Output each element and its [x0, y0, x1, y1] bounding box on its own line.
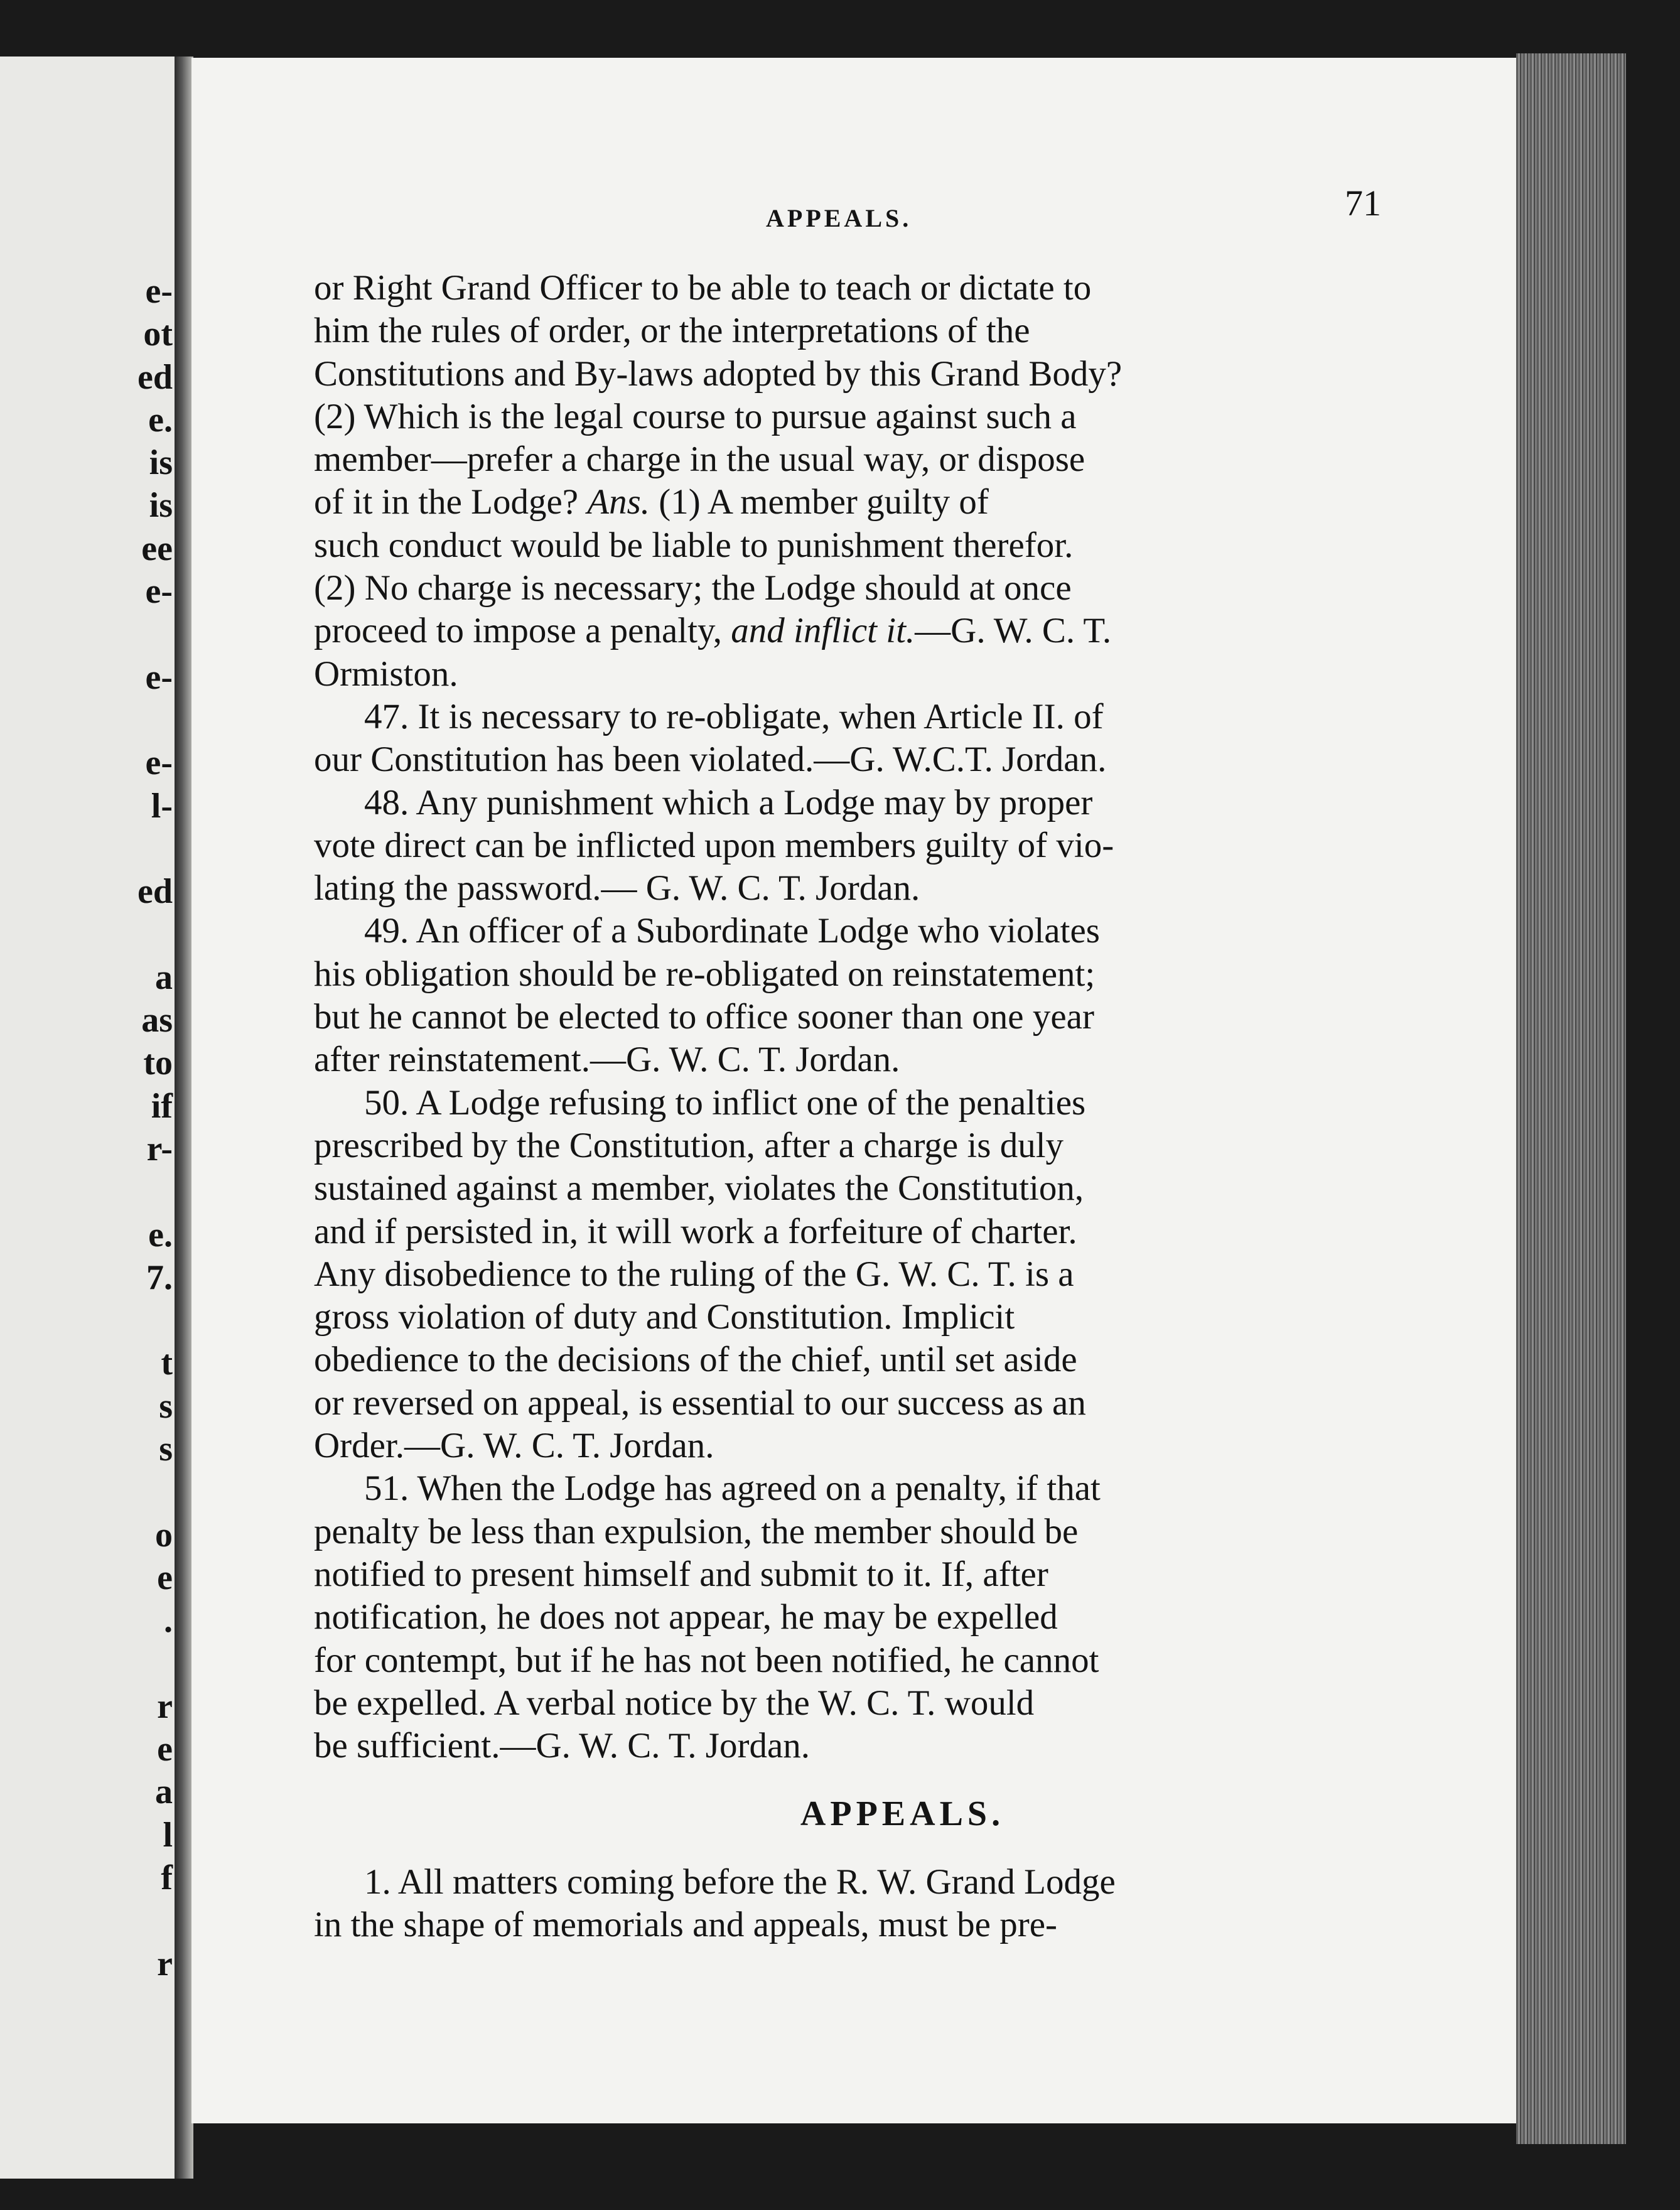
text-line: Order.—G. W. C. T. Jordan.	[314, 1426, 714, 1466]
page-header	[314, 176, 1381, 232]
text-line: obedience to the decisions of the chief, until set aside	[314, 1340, 1077, 1380]
ans-italic: Ans.	[587, 482, 650, 522]
left-page-fragment: s	[159, 1430, 173, 1469]
text-line: or reversed on appeal, is essential to our success as an	[314, 1383, 1086, 1423]
text-line: be sufficient.—G. W. C. T. Jordan.	[314, 1726, 810, 1766]
text-line: after reinstatement.—G. W. C. T. Jordan.	[314, 1040, 900, 1080]
text-line: him the rules of order, or the interpretations of the	[314, 311, 1030, 351]
text-line: notified to present himself and submit to it. If, after	[314, 1554, 1048, 1594]
paragraph-51: 51. When the Lodge has agreed on a penalty, if that	[364, 1469, 1101, 1509]
left-page-fragment: to	[143, 1043, 173, 1083]
left-page-fragment: o	[155, 1515, 173, 1555]
left-page-fragment: ed	[137, 872, 173, 912]
left-page-fragment: is	[149, 443, 173, 483]
left-page-fragment: ot	[143, 315, 173, 354]
left-page-fragment: e-	[145, 272, 173, 311]
attribution: —G. W. C. T.	[915, 611, 1112, 651]
text-line: vote direct can be inflicted upon members guilty of vio-	[314, 825, 1114, 865]
text-line: notification, he does not appear, he may be expelled	[314, 1597, 1058, 1637]
text-line: (2) Which is the legal course to pursue against such a	[314, 396, 1077, 436]
left-page-fragment	[0, 1470, 173, 1513]
text-line: Any disobedience to the ruling of the G. W. C. T. is a	[314, 1254, 1074, 1294]
text-line	[314, 610, 1416, 652]
left-page-fragment: e-	[145, 657, 173, 697]
left-page-fragment: s	[159, 1386, 173, 1426]
left-page-fragment: ed	[137, 357, 173, 397]
paragraph-47: 47. It is necessary to re-obligate, when Article II. of	[364, 696, 1104, 736]
section-heading: APPEALS.	[800, 1794, 1005, 1834]
left-page-fragment: as	[141, 1001, 173, 1040]
text-line: in the shape of memorials and appeals, must be pre-	[314, 1904, 1057, 1944]
left-page-fragment: l-	[151, 786, 173, 826]
page-stack-edge	[1516, 53, 1626, 2144]
left-page-fragment: r-	[146, 1129, 173, 1168]
left-page-fragment: t	[161, 1344, 173, 1383]
left-page-fragment: l	[163, 1815, 173, 1855]
text-line: but he cannot be elected to office sooner than one year	[314, 997, 1094, 1037]
left-page-fragment: .	[164, 1601, 173, 1641]
left-page-fragment: r	[157, 1686, 173, 1726]
text-line: prescribed by the Constitution, after a charge is duly	[314, 1125, 1064, 1165]
text-line: be expelled. A verbal notice by the W. C. T. would	[314, 1683, 1035, 1723]
left-page-fragment	[0, 1299, 173, 1342]
running-head: APPEALS.	[766, 204, 912, 232]
text-line: (2) No charge is necessary; the Lodge should at once	[314, 568, 1072, 608]
left-page-fragment: if	[151, 1086, 173, 1126]
left-page-fragment: f	[161, 1858, 173, 1897]
text-line: or Right Grand Officer to be able to teach or dictate to	[314, 268, 1092, 308]
left-page-fragment: a	[155, 957, 173, 997]
left-page-fragment	[0, 1170, 173, 1213]
paragraph-1: 1. All matters coming before the R. W. Grand Lodge	[364, 1862, 1116, 1902]
paragraph-48: 48. Any punishment which a Lodge may by proper	[364, 782, 1093, 822]
left-page-fragment: ee	[141, 529, 173, 568]
left-page-fragment	[0, 1642, 173, 1685]
text-line: gross violation of duty and Constitution. Implicit	[314, 1297, 1015, 1337]
left-page-fragment	[0, 699, 173, 741]
text-line: sustained against a member, violates the Constitution,	[314, 1168, 1084, 1209]
text-line: of it in the Lodge? Ans. (1) A member guilty of	[314, 482, 989, 522]
left-page-fragment	[0, 1899, 173, 1942]
left-page-text-fragments	[0, 270, 173, 2028]
left-page-fragment: e.	[148, 400, 173, 439]
text-line: penalty be less than expulsion, the member should be	[314, 1511, 1079, 1551]
page-number: 71	[1345, 183, 1381, 224]
left-page-fragment: 7.	[146, 1258, 173, 1297]
text-line: such conduct would be liable to punishment therefor.	[314, 525, 1074, 565]
text-line: his obligation should be re-obligated on reinstatement;	[314, 954, 1096, 994]
text-line: for contempt, but if he has not been notified, he cannot	[314, 1640, 1099, 1680]
left-page-fragment: e.	[148, 1215, 173, 1254]
paragraph-50: 50. A Lodge refusing to inflict one of the penalties	[364, 1082, 1086, 1123]
text-line: our Constitution has been violated.—G. W.C.T. Jordan.	[314, 740, 1107, 780]
left-page-fragment: a	[155, 1772, 173, 1812]
text-line: member—prefer a charge in the usual way, or dispose	[314, 439, 1085, 480]
left-page-fragment: e	[157, 1558, 173, 1597]
paragraph-49: 49. An officer of a Subordinate Lodge who violates	[364, 911, 1100, 951]
text-line: Constitutions and By-laws adopted by this Grand Body?	[314, 353, 1123, 394]
left-page-fragment: is	[149, 486, 173, 526]
text-line: Ormiston.	[314, 654, 458, 694]
left-page-fragment: e-	[145, 743, 173, 783]
left-page-fragment: e	[157, 1730, 173, 1769]
text-line: lating the password.— G. W. C. T. Jordan.	[314, 868, 920, 908]
left-page-fragment	[0, 827, 173, 870]
body-text	[314, 267, 1416, 1946]
left-page-fragment	[0, 913, 173, 956]
left-page-fragment: r	[157, 1944, 173, 1983]
left-page-fragment: e-	[145, 572, 173, 612]
text-line: and if persisted in, it will work a forfeiture of charter.	[314, 1211, 1077, 1251]
left-page-fragment	[0, 613, 173, 655]
book-gutter	[175, 57, 193, 2179]
penalty-text: proceed to impose a penalty,	[314, 611, 731, 651]
inflict-italic: and inflict it.	[731, 611, 915, 651]
ans-text: (1) A member guilty of	[650, 482, 989, 522]
